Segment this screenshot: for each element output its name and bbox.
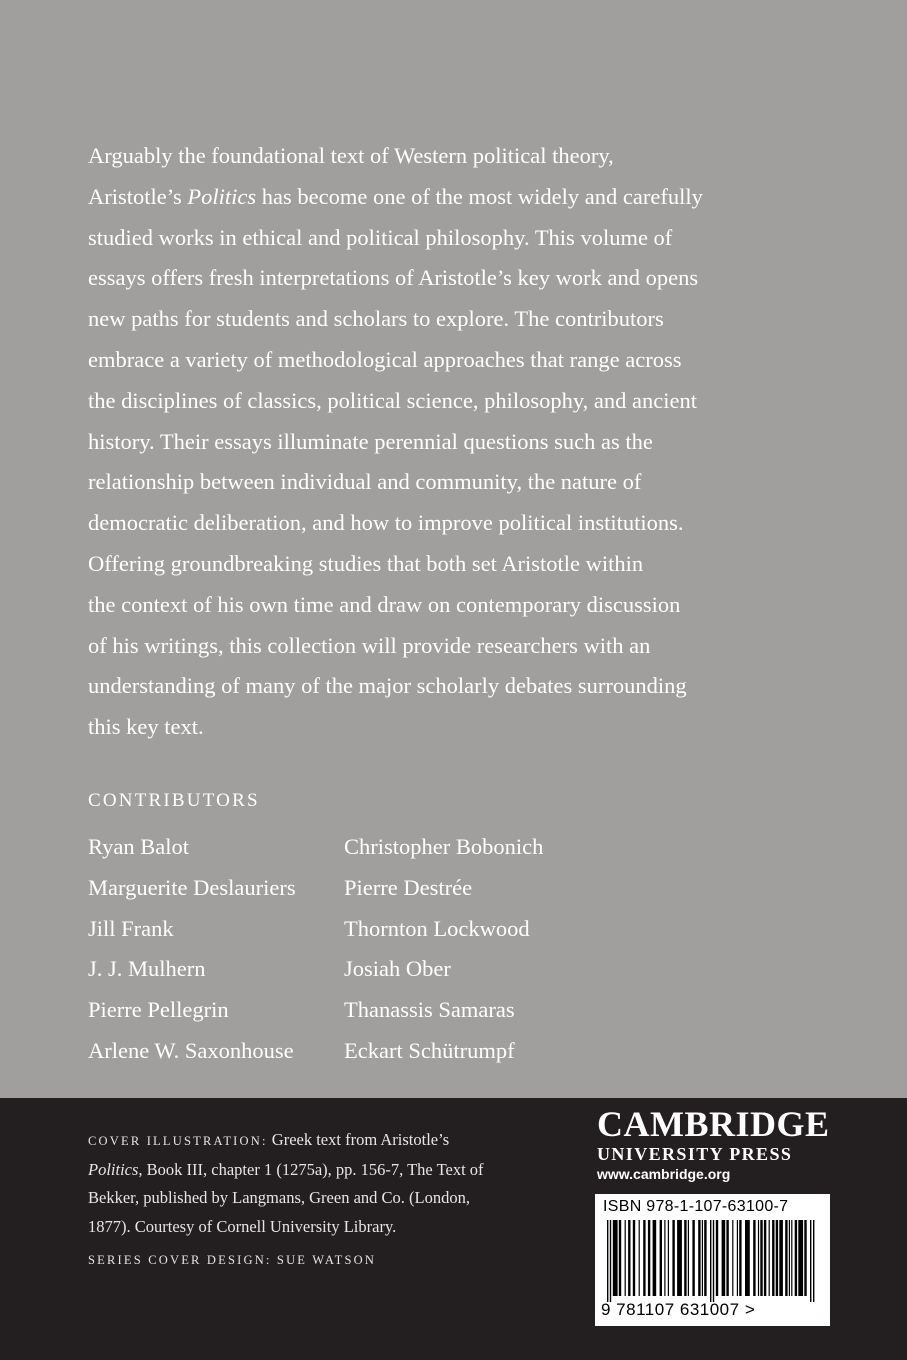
barcode-bar — [813, 1220, 814, 1302]
contributor-name: Thanassis Samaras — [344, 997, 515, 1023]
barcode-bar — [789, 1220, 790, 1296]
blurb-line: Aristotle’s Politics has become one of the most widely and carefully — [88, 183, 703, 209]
barcode-bar — [625, 1220, 626, 1296]
barcode-bar — [745, 1220, 750, 1296]
barcode-bar — [798, 1220, 803, 1296]
barcode-bar — [607, 1220, 608, 1302]
isbn-label: ISBN 978-1-107-63100-7 — [603, 1198, 789, 1215]
blurb-line: relationship between individual and community, the nature of — [88, 469, 642, 495]
barcode-bar — [791, 1220, 792, 1296]
contributor-name: Ryan Balot — [88, 834, 189, 859]
barcode-bar — [613, 1220, 618, 1296]
barcode-bar — [660, 1220, 662, 1296]
barcode-bar — [769, 1220, 770, 1296]
barcode-bar — [664, 1220, 665, 1296]
contributors-heading: CONTRIBUTORS — [88, 790, 260, 811]
blurb-line: the disciplines of classics, political science, philosophy, and ancient — [88, 387, 698, 413]
blurb-line: new paths for students and scholars to explore. The contributors — [88, 306, 664, 332]
credit-line: COVER ILLUSTRATION: Greek text from Aristotle’s — [88, 1130, 450, 1149]
book-title-italic: Politics — [187, 183, 257, 209]
barcode-number: 9 781107 631007 > — [601, 1300, 756, 1319]
barcode-bar — [692, 1220, 694, 1296]
contributors-left-column — [88, 827, 296, 1072]
barcode-bar — [753, 1220, 755, 1296]
barcode-bars — [603, 1220, 817, 1302]
series-cover-design-credit: SERIES COVER DESIGN: SUE WATSON — [88, 1253, 377, 1267]
barcode-bar — [704, 1220, 706, 1296]
barcode-bar — [758, 1220, 759, 1296]
barcode-bar — [653, 1220, 657, 1296]
barcode-bar — [795, 1220, 797, 1296]
barcode-bar — [772, 1220, 774, 1296]
barcode-bar — [698, 1220, 700, 1296]
barcode-bar — [710, 1220, 711, 1302]
barcode-bar — [722, 1220, 726, 1296]
contributor-name: Josiah Ober — [344, 956, 451, 982]
contributor-name: Pierre Destrée — [344, 874, 473, 900]
barcode-bar — [677, 1220, 682, 1296]
blurb-text — [88, 136, 768, 748]
barcode-bar — [776, 1220, 778, 1296]
blurb-line: understanding of many of the major scholarly debates surrounding — [88, 673, 687, 699]
blurb-line: Offering groundbreaking studies that both set Aristotle within — [88, 550, 644, 576]
credit-line: Politics, Book III, chapter 1 (1275a), pp. 156-7, The Text of — [88, 1159, 484, 1179]
barcode-bar — [610, 1220, 611, 1302]
blurb-line: studied works in ethical and political philosophy. This volume of — [88, 224, 673, 250]
contributor-name: J. J. Mulhern — [88, 956, 206, 982]
barcode-bar — [619, 1220, 621, 1296]
barcode-bar — [633, 1220, 635, 1296]
contributors-right-column — [344, 827, 543, 1072]
barcode-bar — [672, 1220, 674, 1296]
contributor-name: Christopher Bobonich — [344, 834, 544, 859]
blurb-line: history. Their essays illuminate perennial questions such as the — [88, 428, 653, 454]
barcode-bar — [628, 1220, 630, 1296]
contributor-name: Eckart Schütrumpf — [344, 1037, 515, 1063]
contributor-name: Jill Frank — [88, 915, 174, 941]
credit-line: 1877). Courtesy of Cornell University Library. — [88, 1216, 397, 1236]
cover-illustration-label: COVER ILLUSTRATION: — [88, 1134, 268, 1148]
blurb-line: this key text. — [88, 714, 204, 740]
barcode-bar — [760, 1220, 762, 1296]
contributor-name: Thornton Lockwood — [344, 915, 530, 941]
barcode-bar — [702, 1220, 703, 1296]
publisher-logo — [597, 1104, 830, 1184]
publisher-subtitle: UNIVERSITY PRESS — [597, 1144, 793, 1164]
barcode-bar — [810, 1220, 811, 1302]
contributor-name: Arlene W. Saxonhouse — [88, 1037, 294, 1063]
barcode-bar — [713, 1220, 714, 1302]
barcode-bar — [739, 1220, 741, 1296]
barcode-bar — [643, 1220, 645, 1296]
blurb-line: embrace a variety of methodological approaches that range across — [88, 346, 682, 372]
publisher-name: CAMBRIDGE — [597, 1104, 830, 1144]
barcode-bar — [716, 1220, 718, 1296]
barcode-bar — [764, 1220, 766, 1296]
barcode-bar — [639, 1220, 640, 1296]
blurb-line: of his writings, this collection will provide researchers with an — [88, 632, 651, 658]
barcode-bar — [688, 1220, 689, 1296]
cover-illustration-credit — [88, 1126, 558, 1241]
blurb-line: essays offers fresh interpretations of Aristotle’s key work and opens — [88, 265, 699, 291]
blurb-line: Arguably the foundational text of Western political theory, — [88, 143, 614, 168]
barcode-bar — [726, 1220, 728, 1296]
barcode-bar — [779, 1220, 783, 1296]
blurb-line: democratic deliberation, and how to improve political institutions. — [88, 510, 684, 536]
credit-line: Bekker, published by Langmans, Green and Co. (London, — [88, 1188, 470, 1207]
barcode-bar — [684, 1220, 686, 1296]
barcode-bar — [737, 1220, 738, 1296]
barcode-bar — [668, 1220, 669, 1296]
publisher-url: www.cambridge.org — [597, 1166, 731, 1182]
isbn-barcode — [595, 1194, 830, 1326]
contributor-name: Pierre Pellegrin — [88, 997, 229, 1023]
contributor-name: Marguerite Deslauriers — [88, 874, 296, 900]
barcode-bar — [732, 1220, 733, 1296]
barcode-bar — [804, 1220, 806, 1296]
barcode-bar — [648, 1220, 650, 1296]
barcode-bar — [785, 1220, 787, 1296]
blurb-line: the context of his own time and draw on contemporary discussion — [88, 591, 681, 617]
